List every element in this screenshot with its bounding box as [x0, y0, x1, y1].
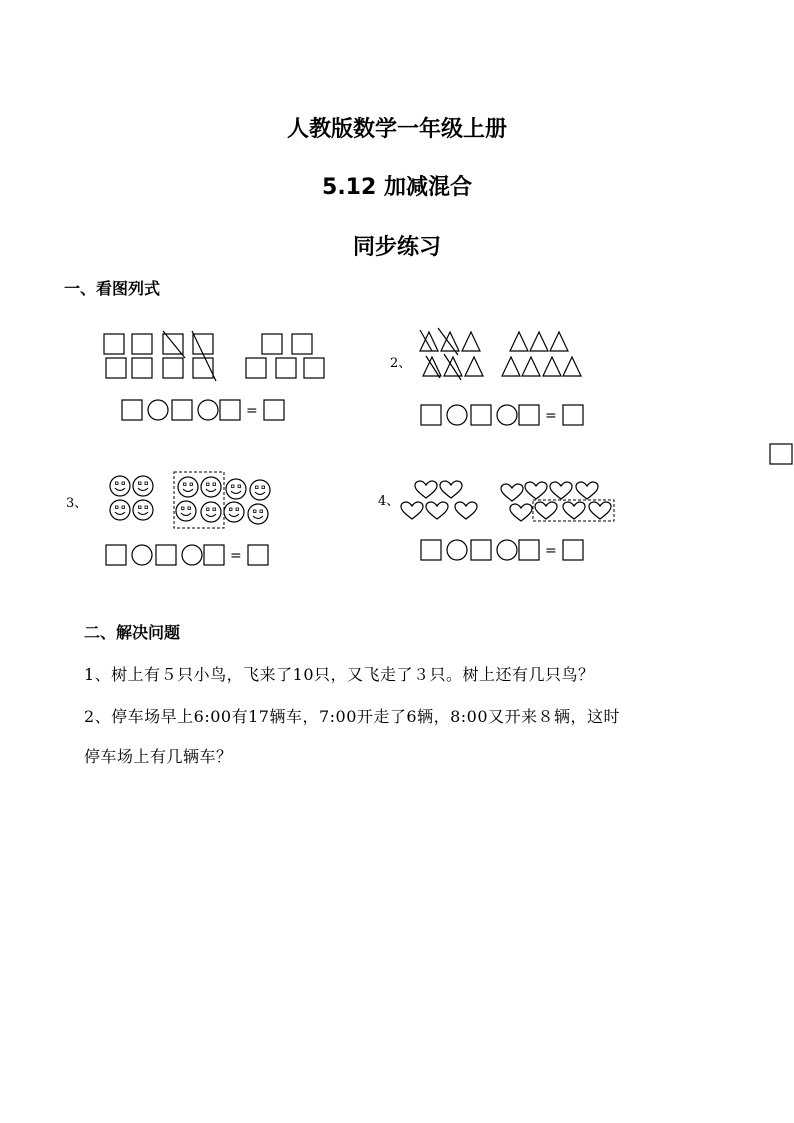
problem-3-smileys	[110, 472, 270, 528]
problem-4-hearts	[401, 481, 614, 521]
svg-text:=: =	[545, 543, 557, 559]
svg-text:=: =	[230, 548, 242, 564]
margin-box	[770, 444, 792, 464]
lesson-title: 5.12 加减混合	[322, 175, 472, 200]
worksheet-subtitle: 同步练习	[352, 235, 441, 260]
section-2-heading: 二、解决问题	[84, 623, 181, 642]
problem-3-number: 3、	[66, 496, 88, 511]
problem-2-number: 2、	[390, 356, 412, 371]
problem-4-equation	[421, 540, 583, 560]
equals-sign: =	[246, 403, 258, 419]
problem-4-number: 4、	[378, 494, 400, 509]
section-1-heading: 一、看图列式	[64, 279, 161, 298]
problem-1-equation	[122, 400, 284, 420]
question-1: 1、树上有５只小鸟，飞来了10只，又飞走了３只。树上还有几只鸟？	[84, 665, 595, 684]
problem-2-equation	[421, 405, 583, 425]
problem-3-equation	[106, 545, 268, 565]
problem-2-triangles	[420, 328, 581, 380]
page-title: 人教版数学一年级上册	[286, 117, 507, 142]
problem-1-squares	[104, 331, 324, 381]
svg-text:=: =	[545, 408, 557, 424]
question-2: 2、停车场早上6:00有17辆车，7:00开走了6辆，8:00又开来８辆，这时	[84, 707, 621, 726]
question-2-continued: 停车场上有几辆车？	[84, 747, 233, 766]
